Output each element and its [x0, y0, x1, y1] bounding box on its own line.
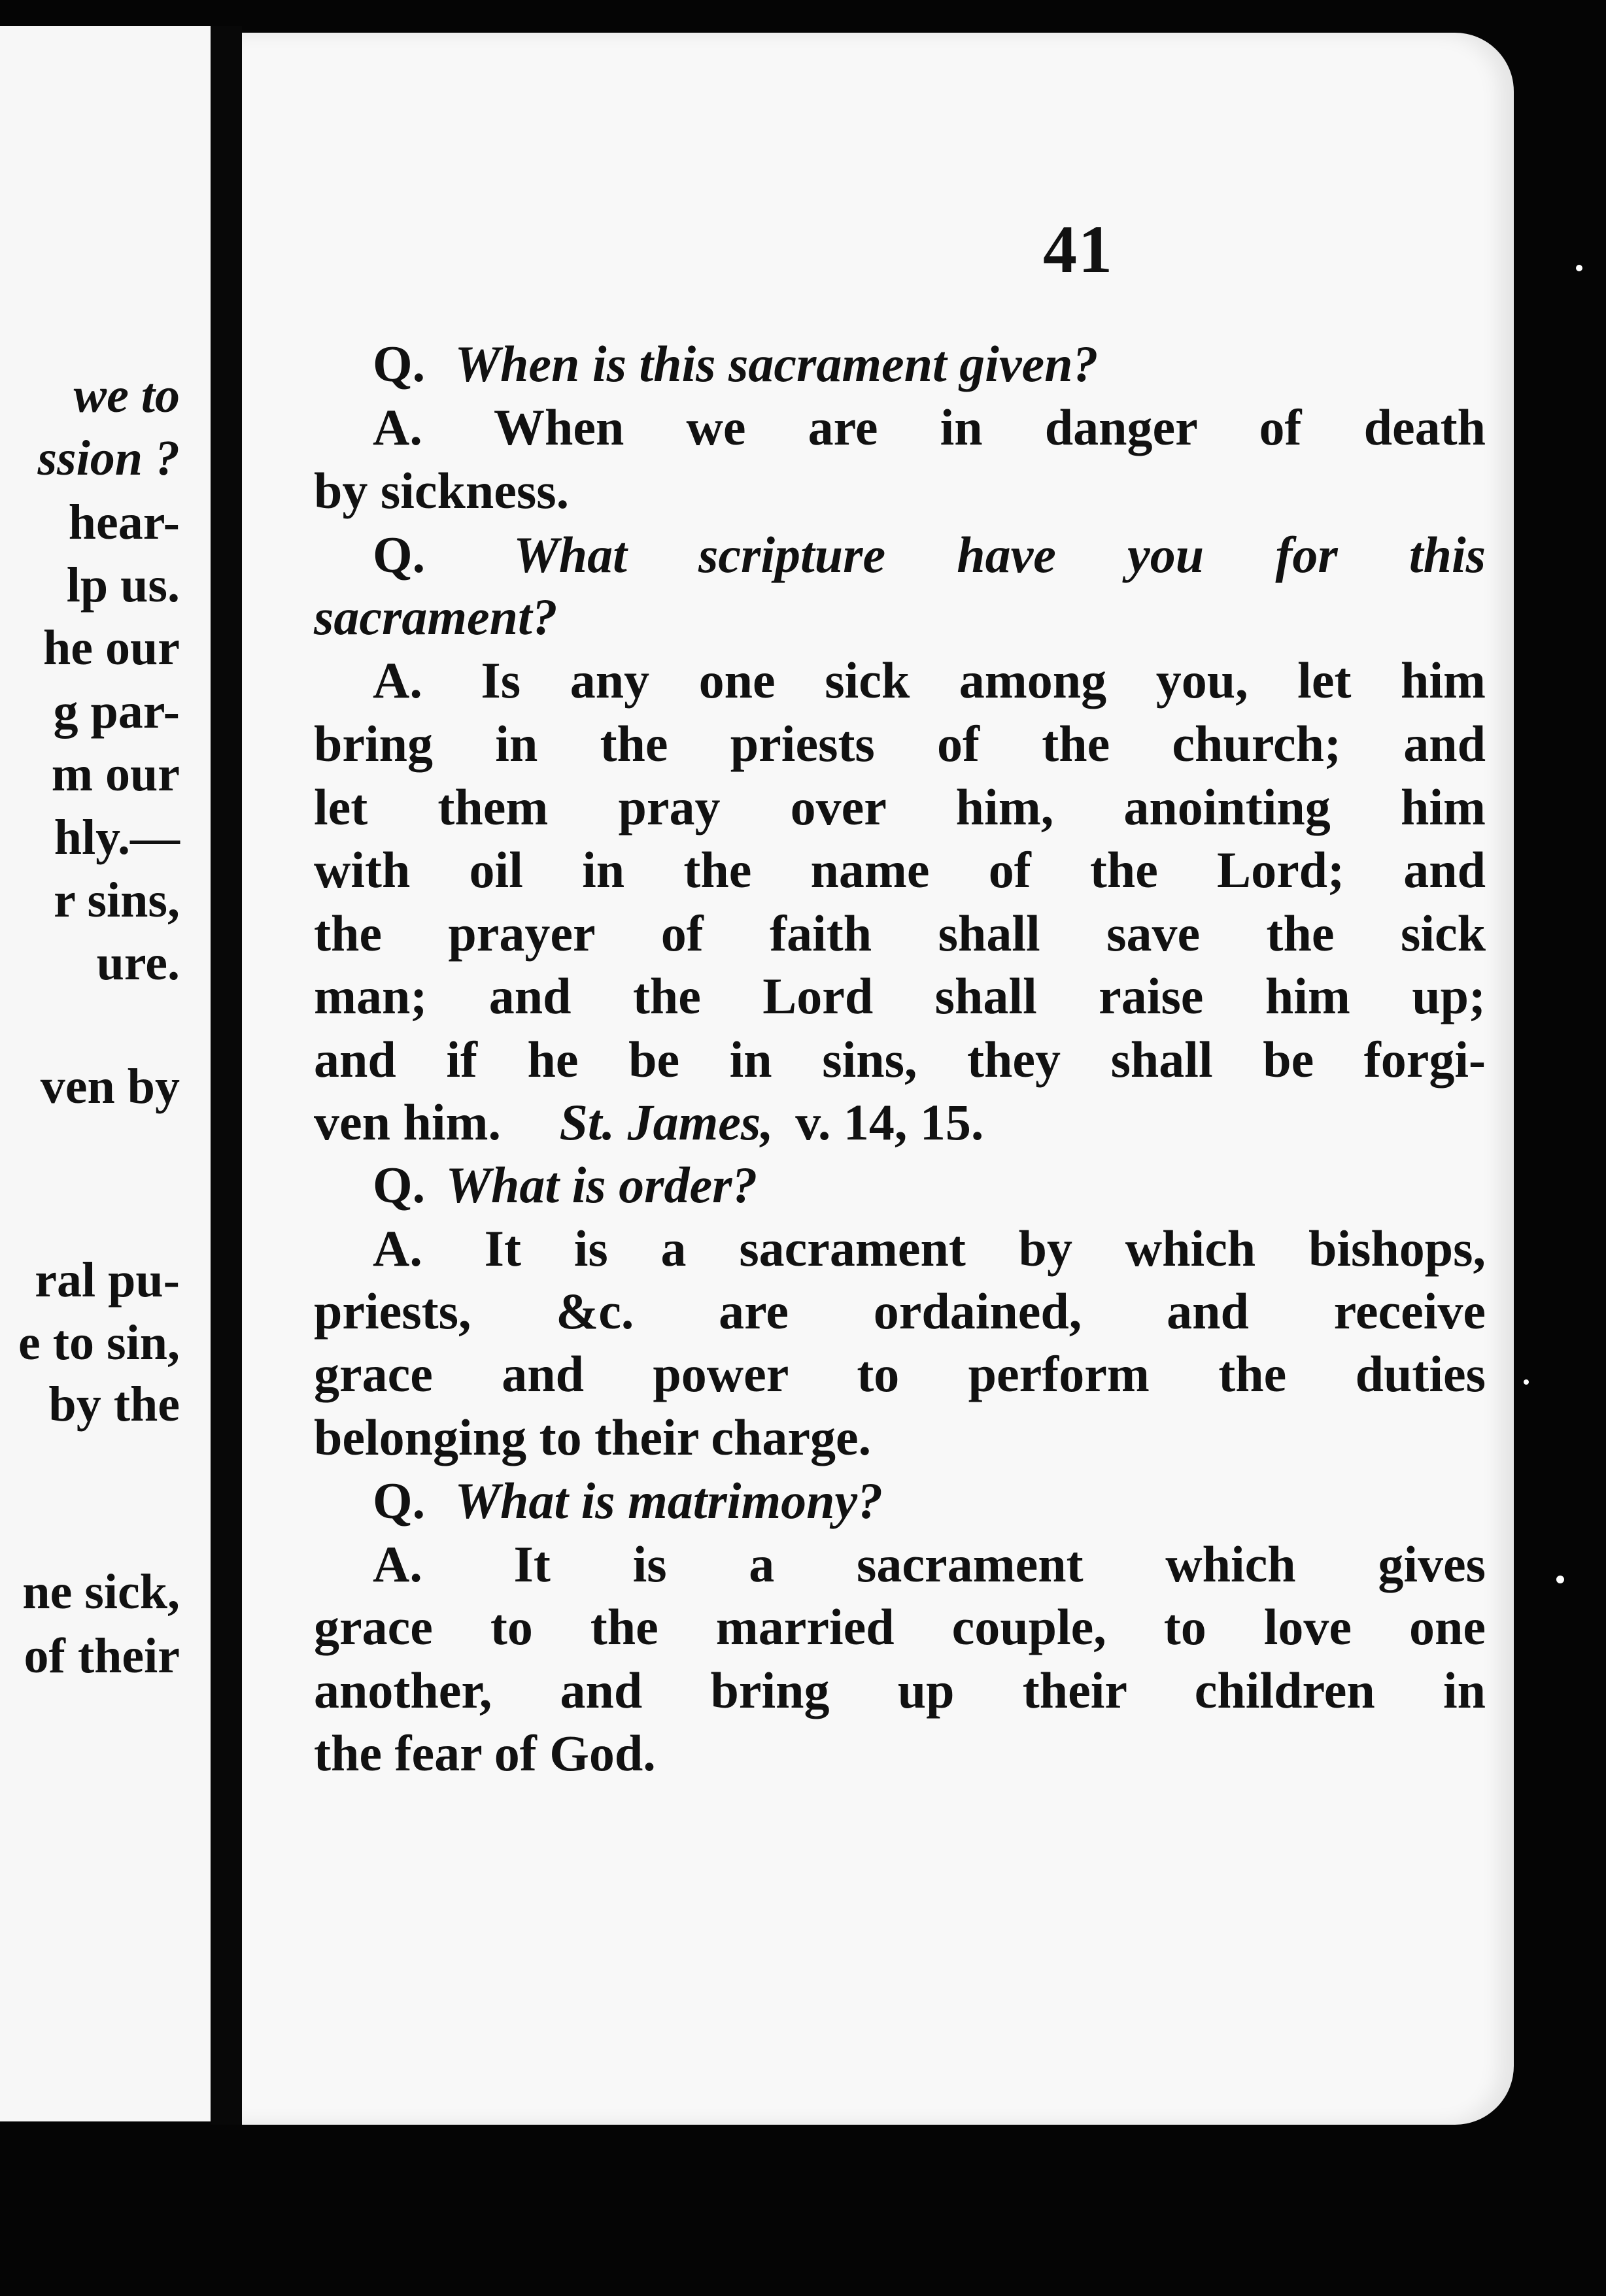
answer-line	[373, 652, 1486, 709]
left-page-line: hly.—	[54, 810, 180, 865]
body-line: grace and power to perform the duties	[314, 1345, 1486, 1402]
body-line: belonging to their charge.	[314, 1409, 872, 1466]
answer-marker: A.	[373, 1220, 422, 1277]
body-line: and if he be in sins, they shall be forgi-	[314, 1031, 1486, 1088]
question-text: What is matrimony?	[454, 1472, 883, 1529]
answer-text: It is a sacrament which gives	[513, 1536, 1486, 1593]
body-line: man; and the Lord shall raise him up;	[314, 968, 1486, 1024]
answer-text: When we are in danger of death	[494, 399, 1486, 456]
answer-marker: A.	[373, 652, 422, 709]
body-line: bring in the priests of the church; and	[314, 715, 1486, 772]
left-page-line: ven by	[40, 1059, 180, 1114]
left-page-line: ne sick,	[22, 1564, 180, 1619]
question-text-continued: sacrament?	[314, 588, 558, 645]
body-line: the prayer of faith shall save the sick	[314, 905, 1486, 962]
body-line: another, and bring up their children in	[314, 1662, 1486, 1719]
question-text: What scripture have you for this	[513, 526, 1486, 583]
scripture-reference: St. James,	[559, 1094, 774, 1151]
left-page-line: m our	[51, 747, 180, 802]
body-line: by sickness.	[314, 462, 570, 519]
left-page-line: ssion ?	[37, 431, 180, 486]
question-text: What is order?	[445, 1156, 758, 1213]
answer-line	[373, 1536, 1486, 1593]
page-number: 41	[1043, 212, 1114, 287]
scan-speck	[1524, 1379, 1529, 1385]
book-gutter	[211, 26, 242, 2125]
left-page-line: e to sin,	[18, 1315, 180, 1370]
left-page-line: he our	[43, 620, 180, 675]
left-page-line: ral pu-	[35, 1253, 180, 1308]
answer-line	[373, 1220, 1486, 1277]
question-line	[373, 1156, 758, 1213]
answer-marker: A.	[373, 1536, 422, 1593]
right-page	[242, 33, 1514, 2125]
answer-line	[373, 399, 1486, 456]
answer-text: Is any one sick among you, let him	[481, 652, 1486, 709]
left-page-line: r sins,	[54, 873, 180, 928]
verse-reference: v. 14, 15.	[795, 1094, 984, 1151]
citation-line	[314, 1094, 984, 1151]
body-line: with oil in the name of the Lord; and	[314, 841, 1486, 898]
question-marker: Q.	[373, 1156, 426, 1213]
body-line: grace to the married couple, to love one	[314, 1598, 1486, 1655]
left-page-line: lp us.	[66, 558, 180, 613]
body-line: the fear of God.	[314, 1725, 656, 1781]
question-text: When is this sacrament given?	[454, 335, 1099, 392]
question-marker: Q.	[373, 526, 426, 583]
left-page-line: by the	[48, 1377, 180, 1432]
question-line	[373, 1472, 883, 1529]
left-page-line: ure.	[96, 936, 180, 990]
left-page	[0, 26, 226, 2121]
body-text: ven him.	[314, 1094, 502, 1151]
scan-speck	[1556, 1576, 1564, 1583]
question-line	[373, 526, 1486, 583]
scan-speck	[1576, 265, 1582, 271]
question-line	[373, 335, 1099, 392]
question-marker: Q.	[373, 335, 426, 392]
question-marker: Q.	[373, 1472, 426, 1529]
answer-marker: A.	[373, 399, 422, 456]
body-line: let them pray over him, anointing him	[314, 779, 1486, 836]
answer-text: It is a sacrament by which bishops,	[484, 1220, 1486, 1277]
left-page-line: we to	[73, 368, 180, 423]
left-page-line: hear-	[68, 495, 180, 550]
left-page-line: of their	[24, 1629, 180, 1683]
body-line: priests, &c. are ordained, and receive	[314, 1283, 1486, 1340]
left-page-line: g par-	[53, 684, 180, 739]
